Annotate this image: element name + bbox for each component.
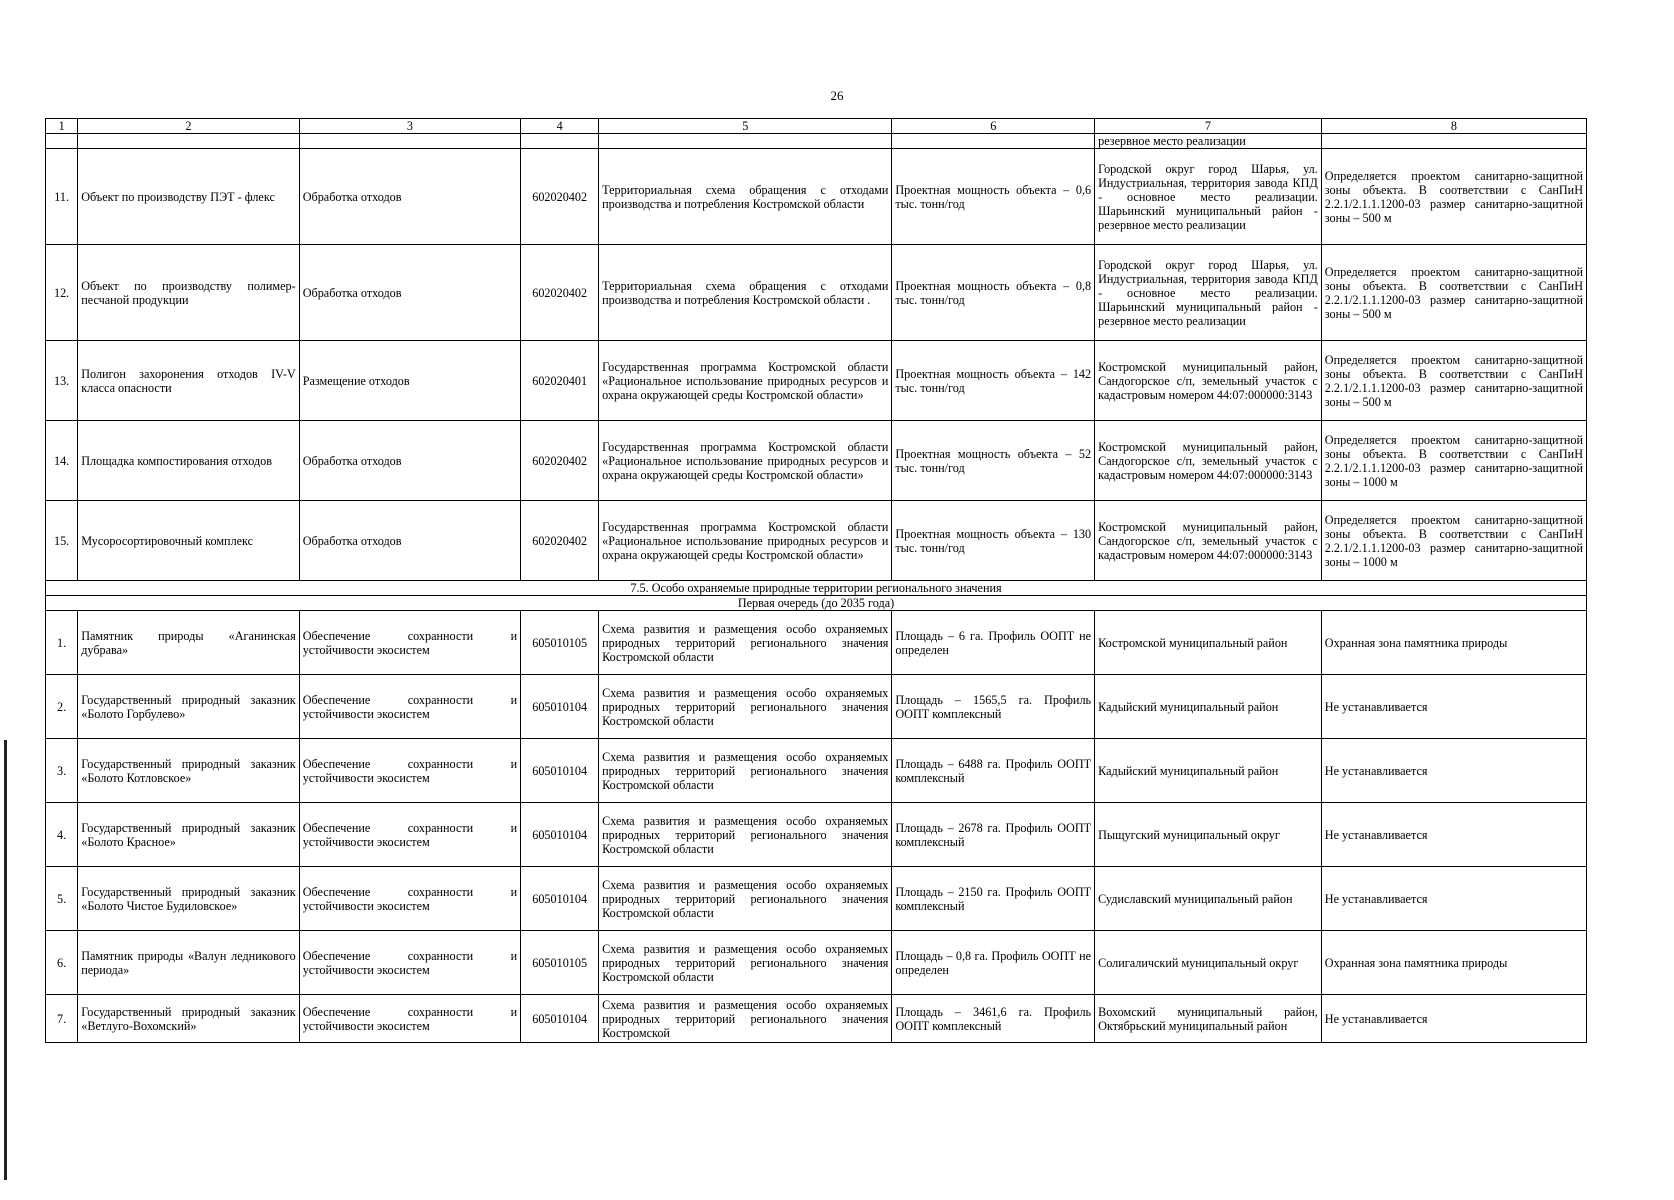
parameters-cell: Площадь – 3461,6 га. Профиль ООПТ комплексный — [892, 995, 1095, 1043]
section-title: 7.5. Особо охраняемые природные территории регионального значения — [46, 581, 1587, 596]
table-row — [46, 611, 1587, 675]
continuation-row — [46, 134, 1587, 149]
subsection-title-row — [46, 596, 1587, 611]
object-name-cell: Объект по производству ПЭТ - флекс — [78, 149, 299, 245]
object-name-cell: Государственный природный заказник «Болото Котловское» — [78, 739, 299, 803]
table-row — [46, 675, 1587, 739]
basis-document-cell: Государственная программа Костромской области «Рациональное использование природных ресурсов и охрана окружающей среды Костромской области» — [599, 501, 892, 581]
table-row — [46, 867, 1587, 931]
parameters-cell: Площадь – 0,8 га. Профиль ООПТ не определен — [892, 931, 1095, 995]
column-number: 4 — [521, 119, 599, 134]
code-cell: 605010104 — [521, 675, 599, 739]
code-cell: 605010104 — [521, 995, 599, 1043]
object-name-cell: Полигон захоронения отходов IV-V класса опасности — [78, 341, 299, 421]
purpose-cell: Обработка отходов — [299, 149, 520, 245]
basis-document-cell: Схема развития и размещения особо охраняемых природных территорий регионального значения Костромской области — [599, 867, 892, 931]
parameters-cell: Проектная мощность объекта – 0,6 тыс. тонн/год — [892, 149, 1095, 245]
location-cell: Городской округ город Шарья, ул. Индустриальная, территория завода КПД - основное место реализации. Шарьинский муниципальный район - резервное место реализации — [1095, 245, 1322, 341]
zone-cell: Не устанавливается — [1321, 675, 1586, 739]
parameters-cell: Площадь – 6 га. Профиль ООПТ не определен — [892, 611, 1095, 675]
basis-document-cell: Схема развития и размещения особо охраняемых природных территорий регионального значения Костромской области — [599, 803, 892, 867]
table-row — [46, 995, 1587, 1043]
column-number: 3 — [299, 119, 520, 134]
purpose-cell: Обработка отходов — [299, 501, 520, 581]
code-cell: 602020402 — [521, 149, 599, 245]
object-name-cell: Государственный природный заказник «Болото Красное» — [78, 803, 299, 867]
basis-document-cell: Схема развития и размещения особо охраняемых природных территорий регионального значения Костромской области — [599, 931, 892, 995]
row-number-cell: 1. — [46, 611, 78, 675]
objects-table — [45, 118, 1587, 1043]
parameters-cell: Площадь – 2150 га. Профиль ООПТ комплексный — [892, 867, 1095, 931]
subsection-title: Первая очередь (до 2035 года) — [46, 596, 1587, 611]
table-row — [46, 341, 1587, 421]
row-number-cell: 14. — [46, 421, 78, 501]
basis-document-cell: Государственная программа Костромской области «Рациональное использование природных ресурсов и охрана окружающей среды Костромской области» — [599, 421, 892, 501]
parameters-cell: Проектная мощность объекта – 142 тыс. тонн/год — [892, 341, 1095, 421]
basis-document-cell: Государственная программа Костромской области «Рациональное использование природных ресурсов и охрана окружающей среды Костромской области» — [599, 341, 892, 421]
location-cell: Солигаличский муниципальный округ — [1095, 931, 1322, 995]
parameters-cell: Площадь – 2678 га. Профиль ООПТ комплексный — [892, 803, 1095, 867]
row-number-cell: 3. — [46, 739, 78, 803]
column-number: 2 — [78, 119, 299, 134]
object-name-cell: Памятник природы «Валун ледникового периода» — [78, 931, 299, 995]
location-cell: Костромской муниципальный район, Сандогорское с/п, земельный участок с кадастровым номером 44:07:000000:3143 — [1095, 501, 1322, 581]
parameters-cell: Площадь – 6488 га. Профиль ООПТ комплексный — [892, 739, 1095, 803]
location-cell: Городской округ город Шарья, ул. Индустриальная, территория завода КПД - основное место реализации. Шарьинский муниципальный район - резервное место реализации — [1095, 149, 1322, 245]
object-name-cell: Объект по производству полимер-песчаной продукции — [78, 245, 299, 341]
location-cell: Костромской муниципальный район, Сандогорское с/п, земельный участок с кадастровым номером 44:07:000000:3143 — [1095, 341, 1322, 421]
location-cell: Пыщугский муниципальный округ — [1095, 803, 1322, 867]
column-number: 1 — [46, 119, 78, 134]
purpose-cell: Обеспечение сохранности и устойчивости экосистем — [299, 675, 520, 739]
code-cell: 602020401 — [521, 341, 599, 421]
purpose-cell: Обработка отходов — [299, 421, 520, 501]
zone-cell: Не устанавливается — [1321, 803, 1586, 867]
table-row — [46, 149, 1587, 245]
object-name-cell: Мусоросортировочный комплекс — [78, 501, 299, 581]
code-cell: 605010104 — [521, 867, 599, 931]
zone-cell: Определяется проектом санитарно-защитной зоны объекта. В соответствии с СанПиН 2.2.1/2.1.1.1200-03 размер санитарно-защитной зоны – 500 м — [1321, 149, 1586, 245]
row-number-cell: 7. — [46, 995, 78, 1043]
basis-document-cell: Схема развития и размещения особо охраняемых природных территорий регионального значения Костромской — [599, 995, 892, 1043]
basis-document-cell: Территориальная схема обращения с отходами производства и потребления Костромской области — [599, 149, 892, 245]
zone-cell: Охранная зона памятника природы — [1321, 931, 1586, 995]
purpose-cell: Обеспечение сохранности и устойчивости экосистем — [299, 611, 520, 675]
code-cell: 602020402 — [521, 245, 599, 341]
location-cell: Вохомский муниципальный район, Октябрьский муниципальный район — [1095, 995, 1322, 1043]
basis-document-cell: Территориальная схема обращения с отходами производства и потребления Костромской области . — [599, 245, 892, 341]
basis-document-cell: Схема развития и размещения особо охраняемых природных территорий регионального значения Костромской области — [599, 739, 892, 803]
table-row — [46, 739, 1587, 803]
purpose-cell: Обеспечение сохранности и устойчивости экосистем — [299, 995, 520, 1043]
parameters-cell: Площадь – 1565,5 га. Профиль ООПТ комплексный — [892, 675, 1095, 739]
section-title-row — [46, 581, 1587, 596]
row-number-cell: 13. — [46, 341, 78, 421]
location-cell: Костромской муниципальный район — [1095, 611, 1322, 675]
purpose-cell: Обеспечение сохранности и устойчивости экосистем — [299, 867, 520, 931]
location-cell: Кадыйский муниципальный район — [1095, 739, 1322, 803]
purpose-cell: Обеспечение сохранности и устойчивости экосистем — [299, 931, 520, 995]
purpose-cell: Размещение отходов — [299, 341, 520, 421]
code-cell: 605010105 — [521, 611, 599, 675]
row-number-cell: 6. — [46, 931, 78, 995]
row-number-cell: 4. — [46, 803, 78, 867]
table-row — [46, 501, 1587, 581]
zone-cell: Определяется проектом санитарно-защитной зоны объекта. В соответствии с СанПиН 2.2.1/2.1.1.1200-03 размер санитарно-защитной зоны – 500 м — [1321, 245, 1586, 341]
location-cell: Костромской муниципальный район, Сандогорское с/п, земельный участок с кадастровым номером 44:07:000000:3143 — [1095, 421, 1322, 501]
scan-edge-mark — [4, 740, 7, 1180]
zone-cell: Определяется проектом санитарно-защитной зоны объекта. В соответствии с СанПиН 2.2.1/2.1.1.1200-03 размер санитарно-защитной зоны – 1000 м — [1321, 501, 1586, 581]
column-number-row — [46, 119, 1587, 134]
row-number-cell: 12. — [46, 245, 78, 341]
column-number: 5 — [599, 119, 892, 134]
zone-cell: Охранная зона памятника природы — [1321, 611, 1586, 675]
row-number-cell: 15. — [46, 501, 78, 581]
location-cell: Судиславский муниципальный район — [1095, 867, 1322, 931]
code-cell: 602020402 — [521, 421, 599, 501]
code-cell: 602020402 — [521, 501, 599, 581]
table-row — [46, 245, 1587, 341]
row-number-cell: 2. — [46, 675, 78, 739]
location-cell: резервное место реализации — [1095, 134, 1322, 149]
row-number-cell: 5. — [46, 867, 78, 931]
column-number: 7 — [1095, 119, 1322, 134]
code-cell: 605010105 — [521, 931, 599, 995]
zone-cell: Не устанавливается — [1321, 995, 1586, 1043]
object-name-cell: Площадка компостирования отходов — [78, 421, 299, 501]
table-row — [46, 803, 1587, 867]
zone-cell: Не устанавливается — [1321, 867, 1586, 931]
row-number-cell: 11. — [46, 149, 78, 245]
column-number: 8 — [1321, 119, 1586, 134]
object-name-cell: Памятник природы «Аганинская дубрава» — [78, 611, 299, 675]
table-row — [46, 931, 1587, 995]
purpose-cell: Обеспечение сохранности и устойчивости экосистем — [299, 803, 520, 867]
object-name-cell: Государственный природный заказник «Болото Чистое Будиловское» — [78, 867, 299, 931]
zone-cell: Определяется проектом санитарно-защитной зоны объекта. В соответствии с СанПиН 2.2.1/2.1.1.1200-03 размер санитарно-защитной зоны – 500 м — [1321, 341, 1586, 421]
basis-document-cell: Схема развития и размещения особо охраняемых природных территорий регионального значения Костромской области — [599, 611, 892, 675]
code-cell: 605010104 — [521, 803, 599, 867]
object-name-cell: Государственный природный заказник «Болото Горбулево» — [78, 675, 299, 739]
location-cell: Кадыйский муниципальный район — [1095, 675, 1322, 739]
table-row — [46, 421, 1587, 501]
parameters-cell: Проектная мощность объекта – 0,8 тыс. тонн/год — [892, 245, 1095, 341]
purpose-cell: Обеспечение сохранности и устойчивости экосистем — [299, 739, 520, 803]
column-number: 6 — [892, 119, 1095, 134]
object-name-cell: Государственный природный заказник «Ветлуго-Вохомский» — [78, 995, 299, 1043]
page-number: 26 — [830, 88, 844, 103]
code-cell: 605010104 — [521, 739, 599, 803]
basis-document-cell: Схема развития и размещения особо охраняемых природных территорий регионального значения Костромской области — [599, 675, 892, 739]
parameters-cell: Проектная мощность объекта – 130 тыс. тонн/год — [892, 501, 1095, 581]
purpose-cell: Обработка отходов — [299, 245, 520, 341]
parameters-cell: Проектная мощность объекта – 52 тыс. тонн/год — [892, 421, 1095, 501]
zone-cell: Не устанавливается — [1321, 739, 1586, 803]
zone-cell: Определяется проектом санитарно-защитной зоны объекта. В соответствии с СанПиН 2.2.1/2.1.1.1200-03 размер санитарно-защитной зоны – 1000 м — [1321, 421, 1586, 501]
